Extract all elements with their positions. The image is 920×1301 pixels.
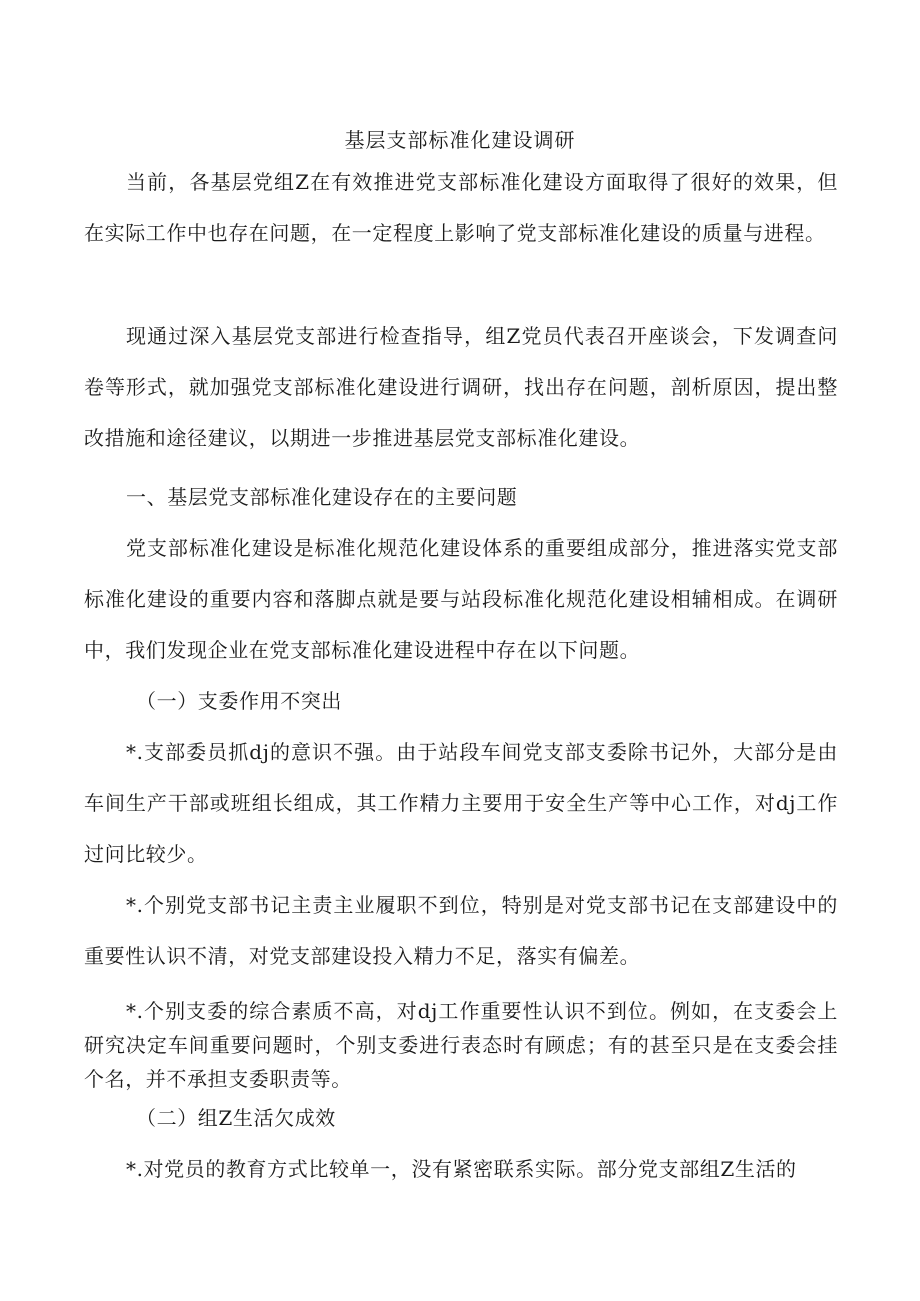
list-item-1: *.支部委员抓dj的意识不强。由于站段车间党支部支委除书记外，大部分是由车间生产干部或班组长组成，其工作精力主要用于安全生产等中心工作，对dj工作过问比较少。 — [84, 740, 838, 866]
subsection-heading-1: （一）支委作用不突出 — [136, 689, 342, 713]
paragraph-section-1-body: 党支部标准化建设是标准化规范化建设体系的重要组成部分，推进落实党支部标准化建设的重要内容和落脚点就是要与站段标准化规范化建设相辅相成。在调研中，我们发现企业在党支部标准化建设进程中存在以下问题。 — [84, 536, 838, 662]
list-item-3: *.个别支委的综合素质不高，对dj工作重要性认识不到位。例如，在支委会上研究决定车间重要问题时，个别支委进行表态时有顾虑；有的甚至只是在支委会挂个名，并不承担支委职责等。 — [84, 999, 838, 1091]
document-title: 基层支部标准化建设调研 — [344, 128, 576, 152]
subsection-heading-2: （二）组Z生活欠成效 — [136, 1106, 336, 1130]
section-heading-1: 一、基层党支部标准化建设存在的主要问题 — [126, 485, 518, 509]
list-item-2: *.个别党支部书记主责主业履职不到位，特别是对党支部书记在支部建设中的重要性认识不清，对党支部建设投入精力不足，落实有偏差。 — [84, 893, 838, 968]
paragraph-method: 现通过深入基层党支部进行检查指导，组Z党员代表召开座谈会，下发调查问卷等形式，就加强党支部标准化建设进行调研，找出存在问题，剖析原因，提出整改措施和途径建议，以期进一步推进基层党支部标准化建设。 — [84, 324, 838, 450]
paragraph-intro: 当前，各基层党组Z在有效推进党支部标准化建设方面取得了很好的效果，但在实际工作中也存在问题，在一定程度上影响了党支部标准化建设的质量与进程。 — [84, 170, 838, 245]
list-item-4: *.对党员的教育方式比较单一，没有紧密联系实际。部分党支部组Z生活的 — [126, 1157, 797, 1181]
